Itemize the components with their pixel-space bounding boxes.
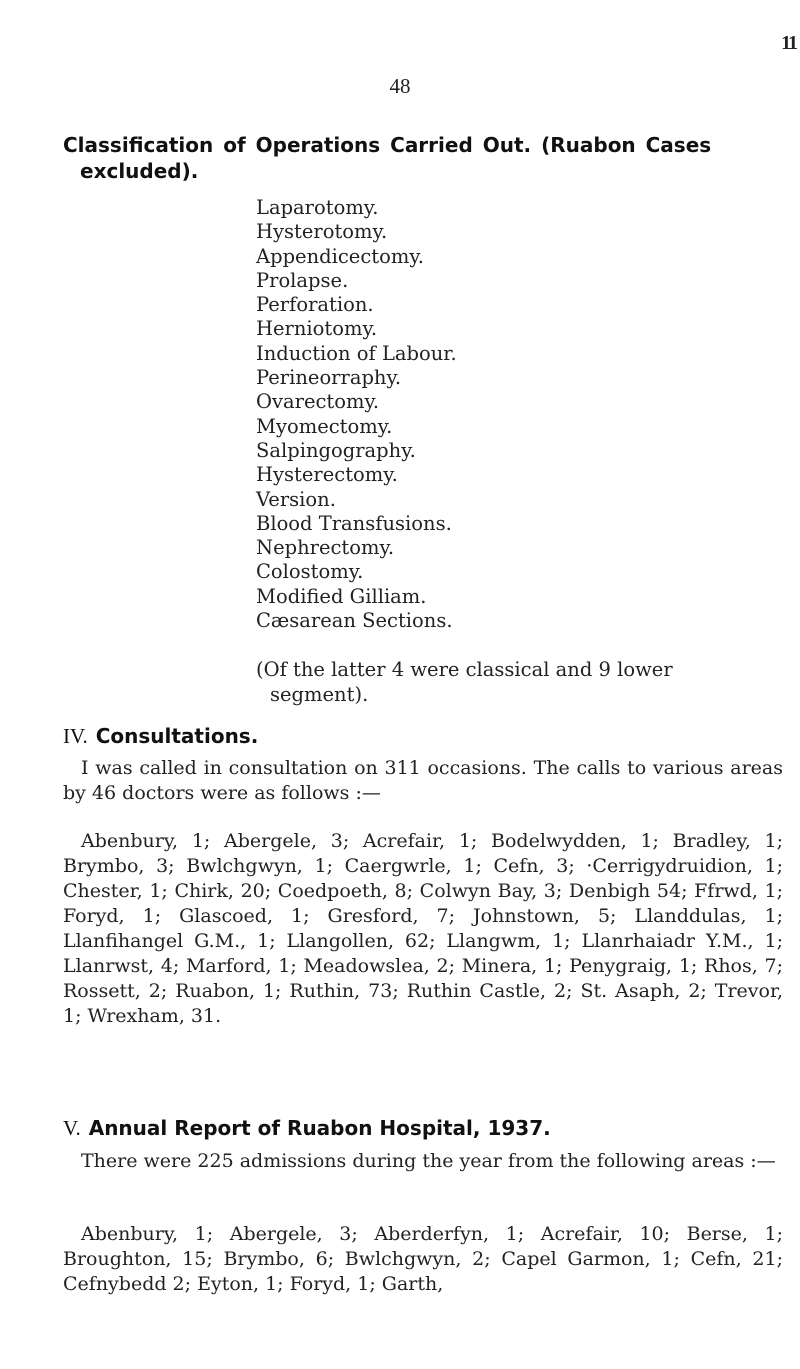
operation-item: Hysterotomy. [256,220,388,244]
operation-item: Perineorraphy. [256,366,402,390]
operation-item: Herniotomy. [256,317,378,341]
section-numeral-v: V. [63,1116,81,1140]
annual-report-heading-text: Annual Report of Ruabon Hospital, 1937. [88,1116,551,1140]
operations-list [256,196,457,633]
operation-item: Version. [256,487,336,511]
classification-title-line1: Classification of Operations Carried Out. (Ruabon Cases [63,133,712,157]
operation-item: Colostomy. [256,560,364,584]
classification-title [63,132,783,184]
operation-item: Prolapse. [256,268,349,292]
section-numeral-iv: IV. [63,724,88,748]
operation-item: Salpingography. [256,438,416,462]
consultations-intro: I was called in consultation on 311 occasions. The calls to various areas by 46 doctors were as follows :— [63,757,783,804]
consultations-heading [63,724,258,749]
operation-item: Hysterectomy. [256,463,398,487]
caesarean-note-line1: (Of the latter 4 were classical and 9 lower [256,658,673,681]
caesarean-note [256,658,776,707]
operation-item: Cæsarean Sections. [256,609,453,633]
consultations-areas: Abenbury, 1; Abergele, 3; Acrefair, 1; Bodelwydden, 1; Bradley, 1; Brymbo, 3; Bwlchgwyn, 1; Caergwrle, 1; Cefn, 3; ·Cerrigydruidion, 1; Chester, 1; Chirk, 20; Coedpoeth, 8; Colwyn Bay, 3; Denbigh 54; Ffrwd, 1; Foryd, 1; Glascoed, 1; Gresford, 7; Johnstown, 5; Llanddulas, 1; Llanfihangel G.M., 1; Llangollen, 62; Llangwm, 1; Llanrhaiadr Y.M., 1; Llanrwst, 4; Marford, 1; Meadowslea, 2; Minera, 1; Penygraig, 1; Rhos, 7; Rossett, 2; Ruabon, 1; Ruthin, 73; Ruthin Castle, 2; St. Asaph, 2; Trevor, 1; Wrexham, 31. [63,830,783,1027]
operation-item: Modified Gilliam. [256,584,427,608]
annual-report-areas: Abenbury, 1; Abergele, 3; Aberderfyn, 1; Acrefair, 10; Berse, 1; Broughton, 15; Brymbo, 6; Bwlchgwyn, 2; Capel Garmon, 1; Cefn, 21; Cefnybedd 2; Eyton, 1; Foryd, 1; Garth, [63,1223,783,1295]
operation-item: Myomectomy. [256,414,393,438]
operation-item: Nephrectomy. [256,536,395,560]
operation-item: Induction of Labour. [256,341,457,365]
operation-item: Appendicectomy. [256,244,424,268]
operation-item: Perforation. [256,293,374,317]
corner-mark: 11 [781,32,796,54]
annual-report-intro: There were 225 admissions during the year from the following areas :— [81,1150,776,1172]
classification-title-line2: excluded). [80,159,199,183]
operation-item: Laparotomy. [256,196,379,219]
annual-report-heading [63,1116,551,1141]
consultations-heading-text: Consultations. [95,724,259,748]
page-number: 48 [389,74,411,98]
caesarean-note-line2: segment). [270,682,369,706]
operation-item: Blood Transfusions. [256,511,452,535]
operation-item: Ovarectomy. [256,390,380,414]
